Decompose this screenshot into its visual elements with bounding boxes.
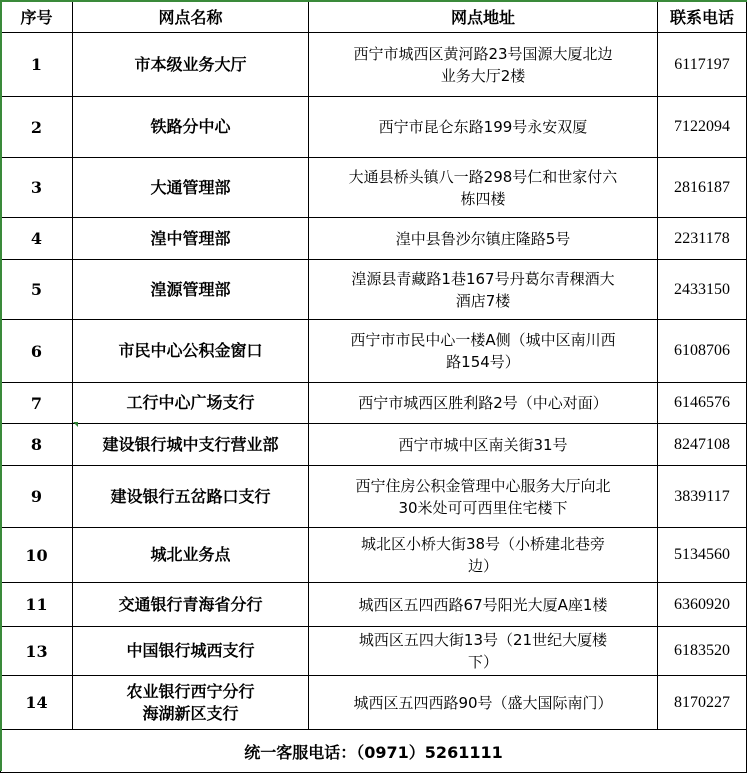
header-address: 网点地址 (309, 1, 658, 33)
table-row (1, 33, 747, 97)
header-index: 序号 (1, 1, 73, 33)
row-name: 湟源管理部 (150, 279, 231, 299)
row-address: 西宁市城西区胜利路2号（中心对面） (358, 394, 608, 412)
row-phone: 2816187 (658, 158, 747, 218)
row-phone: 6360920 (658, 583, 747, 627)
row-index: 2 (1, 97, 73, 158)
row-index: 4 (1, 218, 73, 260)
row-name: 城北业务点 (150, 545, 231, 564)
left-accent-line (0, 0, 2, 771)
row-phone: 5134560 (658, 528, 747, 583)
row-address: 湟源县青藏路1巷167号丹葛尔青稞酒大 酒店7楼 (351, 269, 615, 310)
row-name: 中国银行城西支行 (126, 641, 255, 660)
row-address: 城北区小桥大街38号（小桥建北巷旁 边） (360, 535, 606, 575)
table-row (1, 158, 747, 218)
row-index: 1 (1, 33, 73, 97)
header-row (1, 1, 747, 33)
table-row (1, 383, 747, 424)
row-index: 14 (1, 676, 73, 730)
row-name: 湟中管理部 (150, 228, 231, 248)
table-row (1, 583, 747, 627)
row-address: 大通县桥头镇八一路298号仁和世家付六 栋四楼 (348, 167, 618, 208)
top-accent-line (0, 0, 747, 2)
row-phone: 7122094 (658, 97, 747, 158)
row-name: 市民中心公积金窗口 (118, 341, 263, 360)
row-name: 铁路分中心 (150, 117, 231, 136)
row-phone: 6146576 (658, 383, 747, 424)
row-index: 8 (1, 424, 73, 466)
row-phone: 8247108 (658, 424, 747, 466)
row-phone: 8170227 (658, 676, 747, 730)
row-phone: 2433150 (658, 260, 747, 320)
row-address: 西宁住房公积金管理中心服务大厅向北 30米处可可西里住宅楼下 (355, 476, 611, 517)
table-body (1, 33, 747, 773)
row-name: 农业银行西宁分行 海湖新区支行 (126, 681, 255, 723)
row-address: 城西区五四西路90号（盛大国际南门） (353, 693, 613, 712)
row-address: 城西区五四西路67号阳光大厦A座1楼 (358, 595, 608, 614)
row-phone: 2231178 (658, 218, 747, 260)
row-name: 建设银行五岔路口支行 (110, 486, 271, 506)
row-index: 13 (1, 627, 73, 676)
row-index: 9 (1, 466, 73, 528)
row-index: 6 (1, 320, 73, 383)
row-name: 大通管理部 (150, 177, 231, 197)
table-row (1, 424, 747, 466)
row-address: 城西区五四大街13号（21世纪大厦楼 下） (358, 631, 608, 671)
table-row (1, 466, 747, 528)
row-phone: 6117197 (658, 33, 747, 97)
row-phone: 6183520 (658, 627, 747, 676)
row-index: 3 (1, 158, 73, 218)
row-index: 10 (1, 528, 73, 583)
row-index: 7 (1, 383, 73, 424)
row-address: 西宁市市民中心一楼A侧（城中区南川西 路154号） (350, 331, 616, 371)
row-name: 市本级业务大厅 (134, 54, 247, 74)
row-name: 工行中心广场支行 (126, 393, 255, 412)
table-row (1, 97, 747, 158)
table-row (1, 320, 747, 383)
row-address: 湟中县鲁沙尔镇庄隆路5号 (395, 229, 571, 248)
table-row (1, 260, 747, 320)
footer-row (1, 730, 747, 773)
table-row (1, 676, 747, 730)
table-row (1, 218, 747, 260)
table-row (1, 528, 747, 583)
row-address: 西宁市昆仑东路199号永安双厦 (378, 118, 588, 136)
hotline-text: 统一客服电话：（0971）5261111 (1, 730, 747, 773)
header-phone: 联系电话 (658, 1, 747, 33)
row-address: 西宁市城西区黄河路23号国源大厦北边 业务大厅2楼 (353, 44, 613, 85)
row-name: 交通银行青海省分行 (118, 594, 263, 614)
row-index: 11 (1, 583, 73, 627)
row-name: 建设银行城中支行营业部 (102, 434, 279, 454)
header-name: 网点名称 (73, 1, 309, 33)
table-row (1, 627, 747, 676)
row-phone: 6108706 (658, 320, 747, 383)
row-address: 西宁市城中区南关街31号 (398, 435, 568, 454)
row-index: 5 (1, 260, 73, 320)
cell-comment-marker (73, 422, 78, 427)
row-phone: 3839117 (658, 466, 747, 528)
